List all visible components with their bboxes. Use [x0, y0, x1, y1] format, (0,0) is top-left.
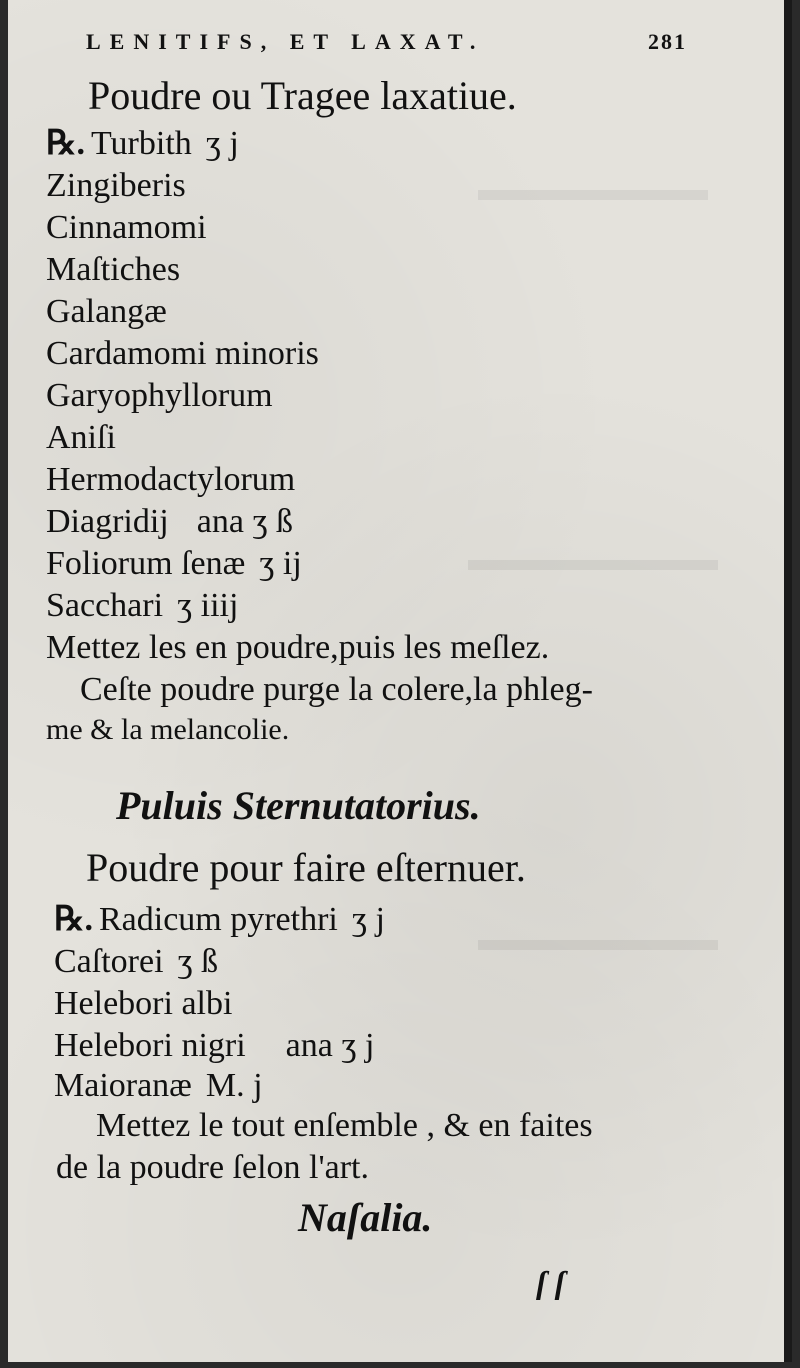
ingredient: Foliorum ſenæ	[46, 545, 246, 582]
recipe-line	[46, 376, 273, 416]
running-title: LENITIFS, ET LAXAT.	[86, 29, 485, 54]
recipe-line	[46, 418, 116, 458]
recipe-line	[46, 544, 302, 584]
recipe-line	[54, 1066, 263, 1106]
bleed-through-decoration	[478, 190, 708, 210]
ingredient: Caſtorei	[54, 943, 164, 980]
ingredient: Helebori nigri	[54, 1027, 246, 1064]
ingredient: Zingiberis	[46, 167, 186, 204]
recipe-line	[46, 502, 293, 542]
recipe-line	[46, 292, 167, 332]
dose: M. j	[205, 1067, 263, 1104]
recipe-line	[46, 250, 180, 290]
dose: ana ʒ j	[285, 1027, 375, 1064]
instruction-text: me & la melancolie.	[46, 713, 290, 746]
ingredient: Maſtiches	[46, 251, 181, 288]
ingredient: Diagridij	[46, 503, 169, 540]
instruction-text: Mettez les en poudre,puis les meſlez.	[46, 629, 550, 666]
ingredient: Turbith	[90, 125, 192, 162]
dose: ʒ iiij	[177, 587, 239, 624]
recipe-line	[46, 460, 295, 500]
ingredient: Radicum pyrethri	[98, 901, 338, 938]
recipe-line	[46, 586, 238, 626]
page-edge-shadow	[784, 0, 792, 1362]
dose: ana ʒ ß	[196, 503, 294, 540]
section-title: Poudre ou Tragee laxatiue.	[88, 73, 517, 118]
ingredient: Cinnamomi	[46, 209, 207, 246]
recipe-line	[46, 124, 239, 164]
recipe-line	[54, 942, 218, 982]
recipe-line	[54, 1026, 374, 1066]
recipe-symbol: ℞.	[46, 125, 85, 162]
recipe-symbol: ℞.	[54, 901, 93, 938]
latin-title: Puluis Sternutatorius.	[116, 783, 481, 828]
recipe-line	[46, 208, 207, 248]
section-title: Poudre pour faire eſternuer.	[86, 845, 526, 890]
ingredient: Aniſi	[46, 419, 116, 456]
bleed-through-decoration	[468, 560, 718, 580]
bleed-through-decoration	[478, 940, 718, 960]
ingredient: Maioranæ	[54, 1067, 192, 1104]
ingredient: Garyophyllorum	[46, 377, 273, 414]
instruction-text: Ceſte poudre purge la colere,la phleg-	[80, 671, 593, 708]
recipe-line	[54, 900, 385, 940]
ingredient: Sacchari	[46, 587, 164, 624]
instruction-text: de la poudre ſelon l'art.	[56, 1149, 369, 1186]
section-title: Naſalia.	[298, 1195, 433, 1240]
page-number: 281	[648, 29, 687, 54]
dose: ʒ ß	[177, 943, 219, 980]
dose: ʒ j	[205, 125, 239, 162]
ingredient: Galangæ	[46, 293, 167, 330]
ingredient: Hermodactylorum	[46, 461, 296, 498]
recipe-line	[54, 984, 232, 1024]
book-page	[8, 0, 792, 1362]
recipe-line	[46, 334, 319, 374]
ingredient: Cardamomi minoris	[46, 335, 319, 372]
dose: ʒ ij	[259, 545, 302, 582]
ingredient: Helebori albi	[54, 985, 233, 1022]
recipe-line	[46, 166, 186, 206]
signature-mark: ſ ſ	[536, 1264, 566, 1300]
instruction-text: Mettez le tout enſemble , & en faites	[96, 1107, 593, 1144]
dose: ʒ j	[351, 901, 385, 938]
